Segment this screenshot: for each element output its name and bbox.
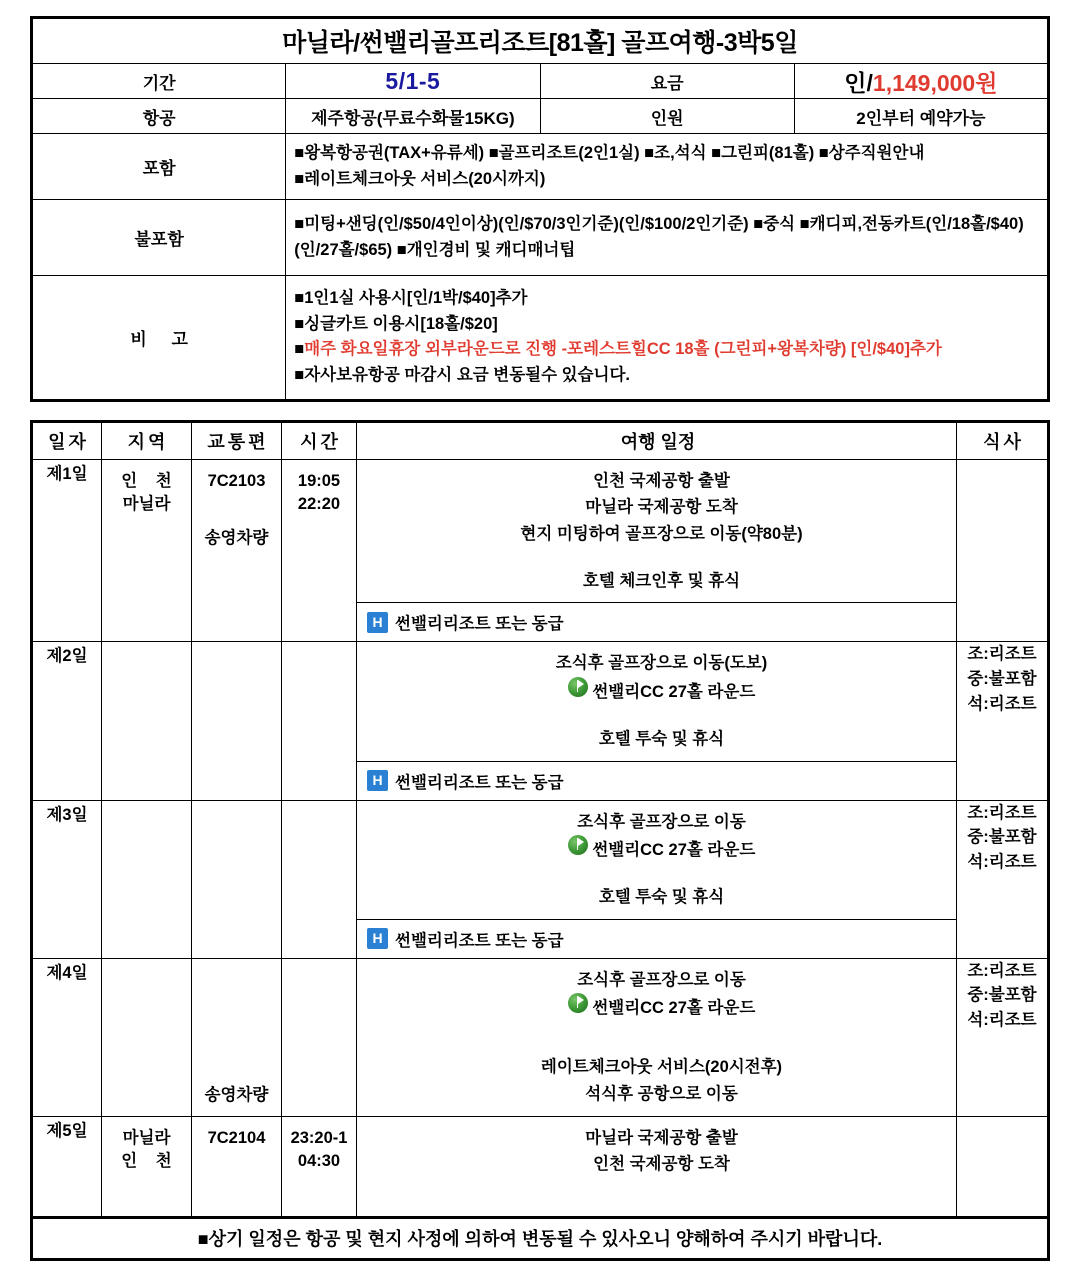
exclude-label: 불포함 <box>32 200 286 276</box>
transport-cell <box>192 459 282 642</box>
schedule-line: 조식후 골프장으로 이동 <box>577 970 746 989</box>
day-label: 제3일 <box>32 800 102 958</box>
remark-line: ■싱글카트 이용시[18홀/$20] <box>294 314 498 333</box>
hotel-h-icon: H <box>367 770 388 791</box>
golf-round-text: 썬밸리CC 27홀 라운드 <box>592 999 756 1018</box>
schedule-body <box>357 801 956 919</box>
area-cell <box>102 459 192 642</box>
area-cell <box>102 958 192 1116</box>
day-label: 제4일 <box>32 958 102 1116</box>
title-row <box>32 18 1049 64</box>
include-content <box>286 134 1049 200</box>
schedule-line: 마닐라 국제공항 도착 <box>585 498 738 517</box>
meal-dinner: 석:리조트 <box>967 853 1037 872</box>
time-cell <box>282 459 357 642</box>
price-amount: 1,149,000원 <box>872 69 998 96</box>
airline-label: 항공 <box>32 99 286 134</box>
hotel-h-icon: H <box>367 612 388 633</box>
schedule-body <box>357 642 956 760</box>
footer-note: ■상기 일정은 항공 및 현지 사정에 의하여 변동될 수 있사오니 양해하여 주시기 바랍니다. <box>197 1229 883 1250</box>
page-title: 마닐라/썬밸리골프리조트[81홀] 골프여행-3박5일 <box>32 18 1049 64</box>
column-header-schedule: 여행 일정 <box>357 421 957 459</box>
price-prefix: 인/ <box>844 69 873 96</box>
column-header-time: 시간 <box>282 421 357 459</box>
transport-cell <box>192 642 282 800</box>
include-line: ■왕복항공권(TAX+유류세) ■골프리조트(2인1실) ■조,석식 ■그린피(81홀) ■상주직원안내 <box>294 144 925 162</box>
remark-line: ■1인1실 사용시[인/1박/$40]추가 <box>294 289 528 308</box>
table-row <box>32 1116 1049 1217</box>
time-cell <box>282 958 357 1116</box>
shuttle-label: 송영차량 <box>204 529 269 548</box>
time-depart: 23:20-1 <box>290 1128 348 1147</box>
hotel-h-icon: H <box>367 928 388 949</box>
meals-cell <box>957 800 1049 958</box>
itinerary-header-row <box>32 421 1049 459</box>
remark-label: 비 고 <box>32 276 286 400</box>
golf-round-line <box>367 993 956 1022</box>
schedule-cell <box>357 800 957 958</box>
product-info-table <box>30 16 1050 402</box>
hotel-name: 썬밸리리조트 또는 동급 <box>395 773 564 792</box>
meals-cell <box>957 459 1049 642</box>
exclude-row <box>32 200 1049 276</box>
meal-dinner: 석:리조트 <box>967 694 1037 713</box>
schedule-line: 조식후 골프장으로 이동 <box>577 812 746 831</box>
pax-label: 인원 <box>540 99 794 134</box>
schedule-cell <box>357 459 957 642</box>
period-value-cell <box>286 64 540 99</box>
flight-number: 7C2104 <box>207 1128 266 1147</box>
golf-round-line <box>367 677 956 706</box>
schedule-line: 현지 미팅하여 골프장으로 이동(약80분) <box>520 524 803 543</box>
meal-lunch: 중:불포함 <box>967 670 1037 689</box>
meals-cell <box>957 642 1049 800</box>
day-label: 제1일 <box>32 459 102 642</box>
price-value <box>844 70 997 96</box>
meal-dinner: 석:리조트 <box>967 1011 1037 1030</box>
time-cell <box>282 1116 357 1217</box>
column-header-day: 일자 <box>32 421 102 459</box>
bullet-icon: ■ <box>294 340 305 359</box>
area-cell <box>102 1116 192 1217</box>
footer-row <box>32 1219 1049 1259</box>
meal-breakfast: 조:리조트 <box>967 961 1037 980</box>
schedule-spacer <box>367 864 956 884</box>
schedule-cell <box>357 1116 957 1217</box>
meal-lunch: 중:불포함 <box>967 986 1037 1005</box>
remark-row <box>32 276 1049 400</box>
time-depart: 19:05 <box>297 471 341 490</box>
schedule-spacer <box>367 706 956 726</box>
schedule-line: 레이트체크아웃 서비스(20시전후) <box>540 1058 783 1077</box>
schedule-spacer <box>367 548 956 568</box>
schedule-line: 마닐라 국제공항 출발 <box>585 1128 738 1147</box>
golf-round-text: 썬밸리CC 27홀 라운드 <box>592 683 756 702</box>
hotel-row <box>357 602 956 641</box>
period-value: 5/1-5 <box>385 67 441 94</box>
column-header-meals: 식사 <box>957 421 1049 459</box>
airline-value: 제주항공(무료수화물15KG) <box>286 99 540 134</box>
price-value-cell <box>794 64 1048 99</box>
schedule-line: 석식후 공항으로 이동 <box>585 1084 738 1103</box>
period-price-row <box>32 64 1049 99</box>
area-cell <box>102 800 192 958</box>
hotel-name: 썬밸리리조트 또는 동급 <box>395 931 564 950</box>
pax-value: 2인부터 예약가능 <box>794 99 1048 134</box>
area-line: 인 천 <box>121 471 179 490</box>
schedule-line: 인천 국제공항 도착 <box>593 1155 730 1174</box>
column-header-transport: 교통편 <box>192 421 282 459</box>
golf-flag-icon <box>568 993 588 1013</box>
exclude-line: ■미팅+샌딩(인/$50/4인이상)(인/$70/3인기준)(인/$100/2인기준) ■중식 ■캐디피,전동카트(인/18홀/$40) <box>294 215 1024 234</box>
schedule-line: 조식후 골프장으로 이동(도보) <box>555 654 768 673</box>
transport-cell <box>192 958 282 1116</box>
period-label: 기간 <box>32 64 286 99</box>
time-cell <box>282 800 357 958</box>
meal-lunch: 중:불포함 <box>967 828 1037 847</box>
golf-round-text: 썬밸리CC 27홀 라운드 <box>592 841 756 860</box>
golf-flag-icon <box>568 677 588 697</box>
schedule-line: 호텔 체크인후 및 휴식 <box>582 571 741 590</box>
table-row <box>32 958 1049 1116</box>
remark-line-text: 매주 화요일휴장 외부라운드로 진행 -포레스트힐CC 18홀 (그린피+왕복차량) [인/$40]추가 <box>304 340 942 359</box>
schedule-cell <box>357 642 957 800</box>
include-row <box>32 134 1049 200</box>
golf-flag-icon <box>568 835 588 855</box>
day-label: 제2일 <box>32 642 102 800</box>
remark-line: ■자사보유항공 마감시 요금 변동될수 있습니다. <box>294 365 630 384</box>
itinerary-table <box>30 420 1050 1220</box>
time-cell <box>282 642 357 800</box>
table-row <box>32 800 1049 958</box>
hotel-row <box>357 919 956 958</box>
hotel-name: 썬밸리리조트 또는 동급 <box>395 615 564 634</box>
schedule-body <box>357 460 956 603</box>
footer-note-table <box>30 1219 1050 1261</box>
day-label: 제5일 <box>32 1116 102 1217</box>
column-header-area: 지역 <box>102 421 192 459</box>
remark-line-highlight <box>294 337 1047 363</box>
exclude-line: (인/27홀/$65) ■개인경비 및 캐디매너팁 <box>294 240 576 259</box>
exclude-content <box>286 200 1049 276</box>
remark-content <box>286 276 1049 400</box>
schedule-body <box>357 959 956 1116</box>
schedule-cell <box>357 958 957 1116</box>
time-arrive: 22:20 <box>297 495 341 514</box>
meal-breakfast: 조:리조트 <box>967 645 1037 664</box>
meals-cell <box>957 958 1049 1116</box>
shuttle-label: 송영차량 <box>204 1085 269 1104</box>
transport-cell <box>192 1116 282 1217</box>
meals-cell <box>957 1116 1049 1217</box>
transport-cell <box>192 800 282 958</box>
flight-number: 7C2103 <box>207 471 266 490</box>
include-label: 포함 <box>32 134 286 200</box>
table-row <box>32 642 1049 800</box>
area-line: 마닐라 <box>122 495 171 514</box>
price-label: 요금 <box>540 64 794 99</box>
time-arrive: 04:30 <box>297 1152 341 1171</box>
air-pax-row <box>32 99 1049 134</box>
table-row <box>32 459 1049 642</box>
include-line: ■레이트체크아웃 서비스(20시까지) <box>294 169 546 188</box>
schedule-body <box>357 1117 956 1216</box>
schedule-line: 호텔 투숙 및 휴식 <box>598 729 725 748</box>
schedule-spacer <box>367 1022 956 1054</box>
schedule-line: 인천 국제공항 출발 <box>593 471 730 490</box>
area-cell <box>102 642 192 800</box>
section-spacer <box>30 402 1050 420</box>
area-line: 마닐라 <box>122 1128 171 1147</box>
schedule-line: 호텔 투숙 및 휴식 <box>598 887 725 906</box>
hotel-row <box>357 761 956 800</box>
area-line: 인 천 <box>121 1152 179 1171</box>
golf-round-line <box>367 835 956 864</box>
meal-breakfast: 조:리조트 <box>967 803 1037 822</box>
